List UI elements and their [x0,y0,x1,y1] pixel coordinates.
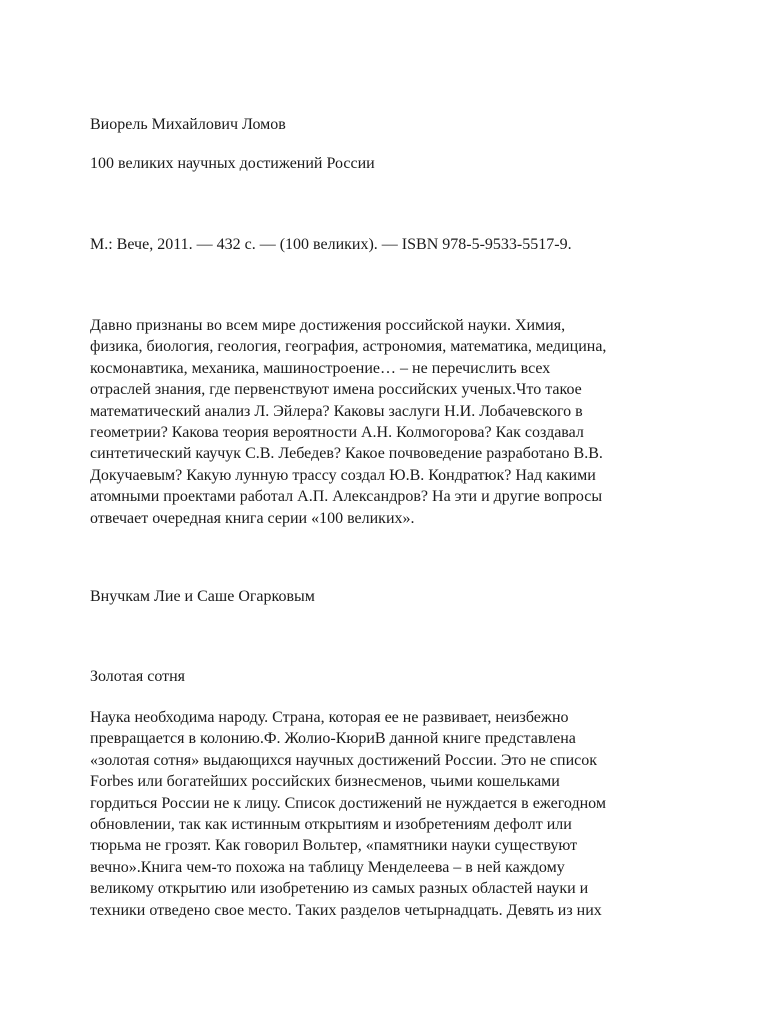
body-line: тюрьма не грозят. Как говорил Вольтер, «памятники науки существуют [90,837,578,855]
body-line: техники отведено свое место. Таких разделов четырнадцать. Девять из них [90,901,602,919]
annotation-line: математический анализ Л. Эйлера? Каковы заслуги Н.И. Лобачевского в [90,402,583,420]
annotation-line: геометрии? Какова теория вероятности А.Н. Колмогорова? Как создавал [90,424,584,442]
body-line: «золотая сотня» выдающихся научных достижений России. Это не список [90,751,597,769]
annotation-line: отвечает очередная книга серии «100 великих». [90,509,415,527]
body-line: превращается в колонию.Ф. Жолио-КюриВ данной книге представлена [90,730,576,748]
body-line: обновлении, так как истинным открытиям и изобретениям дефолт или [90,816,572,834]
publication-info: М.: Вече, 2011. — 432 с. — (100 великих). — ISBN 978-5-9533-5517-9. [90,236,572,253]
section-heading: Золотая сотня [90,668,186,685]
author-name: Виорель Михайлович Ломов [90,116,286,133]
annotation-line: космонавтика, механика, машиностроение… – не перечислить всех [90,359,551,377]
annotation-line: атомными проектами работал А.П. Александров? На эти и другие вопросы [90,488,603,506]
annotation-line: физика, биология, геология, география, астрономия, математика, медицина, [90,338,607,356]
body-line: Forbes или богатейших российских бизнесменов, чьими кошельками [90,773,560,791]
annotation-paragraph [90,315,606,529]
body-line: вечно».Книга чем-то похожа на таблицу Менделеева – в ней каждому [90,858,565,876]
annotation-line: Давно признаны во всем мире достижения российской науки. Химия, [90,317,566,334]
body-paragraph [90,707,606,921]
annotation-line: синтетический каучук С.В. Лебедев? Какое почвоведение разработано В.В. [90,445,603,463]
body-line: Наука необходима народу. Страна, которая ее не развивает, неизбежно [90,709,569,726]
annotation-line: отраслей знания, где первенствуют имена российских ученых.Что такое [90,381,582,399]
book-title: 100 великих научных достижений России [90,155,375,172]
dedication: Внучкам Лие и Саше Огарковым [90,588,315,605]
annotation-line: Докучаевым? Какую лунную трассу создал Ю.В. Кондратюк? Над какими [90,466,596,484]
body-line: гордиться России не к лицу. Список достижений не нуждается в ежегодном [90,794,606,812]
body-line: великому открытию или изобретению из самых разных областей науки и [90,880,589,898]
